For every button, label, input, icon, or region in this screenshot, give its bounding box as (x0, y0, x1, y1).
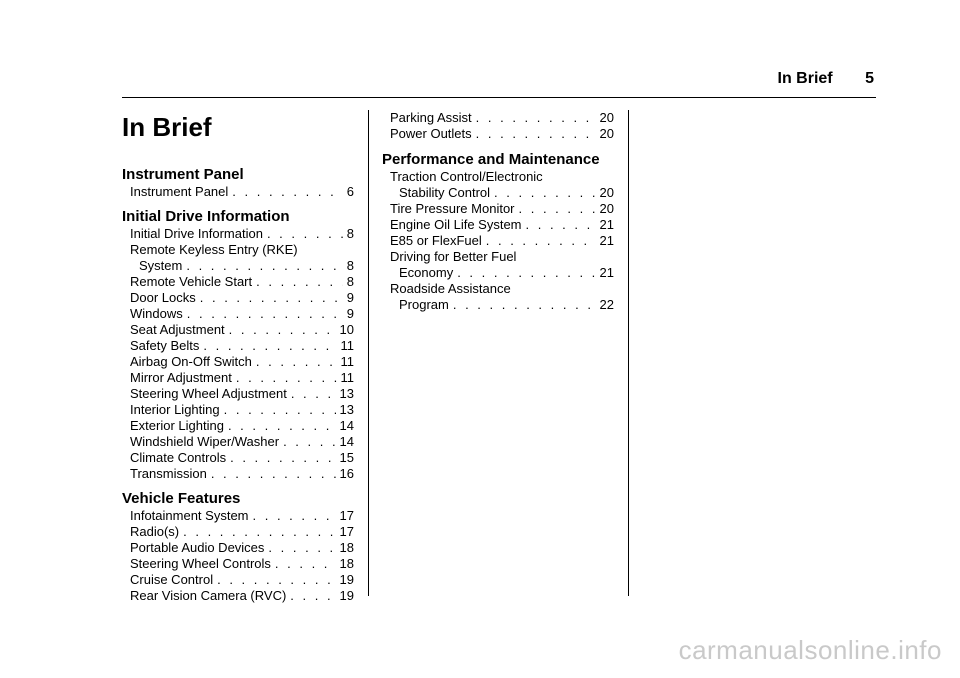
dot-leader (224, 402, 336, 418)
toc-entry-tire-pressure-monitor[interactable] (390, 201, 614, 217)
toc-entry-page: 10 (339, 322, 354, 337)
dot-leader (526, 217, 596, 233)
running-header (620, 70, 874, 88)
toc-left-column (122, 110, 354, 604)
toc-entry-page: 9 (346, 290, 354, 305)
section-heading[interactable]: Vehicle Features (122, 490, 241, 507)
dot-leader (236, 370, 337, 386)
toc-entry-airbag-on-off-switch[interactable] (130, 354, 354, 370)
toc-entry-parking-assist[interactable] (390, 110, 614, 126)
toc-entry-text-continued: System (139, 258, 183, 273)
toc-entry-remote-keyless-entry-rke[interactable] (130, 242, 354, 274)
dot-leader (268, 540, 335, 556)
toc-entry-page: 17 (339, 524, 354, 539)
toc-entry-page: 21 (599, 233, 614, 248)
dot-leader (275, 556, 336, 572)
toc-entry-page: 20 (599, 110, 614, 125)
toc-entry-page: 20 (599, 185, 614, 200)
toc-entry-page: 18 (339, 556, 354, 571)
toc-entry-text: Mirror Adjustment (130, 370, 232, 385)
toc-entry-text: Initial Drive Information (130, 226, 263, 241)
dot-leader (519, 201, 596, 217)
toc-entry-text: Infotainment System (130, 508, 249, 523)
column-divider-2 (628, 110, 629, 596)
toc-entry-page: 11 (340, 370, 354, 385)
dot-leader (494, 185, 595, 201)
dot-leader (217, 572, 335, 588)
toc-entry-page: 18 (339, 540, 354, 555)
toc-entry-page: 14 (339, 434, 354, 449)
toc-entry-page: 21 (599, 265, 614, 280)
watermark: carmanualsonline.info (678, 635, 942, 665)
toc-entry-text: Roadside Assistance (390, 281, 511, 296)
toc-entry-radio-s[interactable] (130, 524, 354, 540)
toc-entry-remote-vehicle-start[interactable] (130, 274, 354, 290)
toc-entry-page: 9 (346, 306, 354, 321)
dot-leader (186, 258, 342, 274)
toc-entry-text: Steering Wheel Adjustment (130, 386, 287, 401)
dot-leader (290, 588, 335, 604)
toc-entry-text: Traction Control/Electronic (390, 169, 543, 184)
toc-section-instrument-panel (122, 166, 354, 200)
toc-entry-windshield-wiper-washer[interactable] (130, 434, 354, 450)
toc-entry-text-continued: Program (399, 297, 449, 312)
dot-leader (457, 265, 595, 281)
dot-leader (476, 126, 596, 142)
toc-entry-page: 16 (339, 466, 354, 481)
toc-section-performance-and-maintenance (382, 151, 614, 313)
toc-entry-page: 22 (599, 297, 614, 312)
toc-entry-transmission[interactable] (130, 466, 354, 482)
toc-entry-steering-wheel-adjustment[interactable] (130, 386, 354, 402)
toc-entry-page: 13 (339, 402, 354, 417)
toc-entry-page: 15 (339, 450, 354, 465)
toc-entry-text: Remote Vehicle Start (130, 274, 253, 289)
dot-leader (211, 466, 336, 482)
toc-entry-power-outlets[interactable] (390, 126, 614, 142)
toc-entry-page: 19 (339, 588, 354, 603)
toc-entry-windows[interactable] (130, 306, 354, 322)
toc-entry-page: 8 (346, 226, 354, 241)
section-heading[interactable]: Performance and Maintenance (382, 151, 600, 168)
toc-entry-text: Cruise Control (130, 572, 214, 587)
toc-entry-text: Parking Assist (390, 110, 472, 125)
toc-entry-engine-oil-life-system[interactable] (390, 217, 614, 233)
toc-entry-text: Tire Pressure Monitor (390, 201, 515, 216)
toc-entry-text: Driving for Better Fuel (390, 249, 517, 264)
toc-entry-text: Engine Oil Life System (390, 217, 522, 232)
dot-leader (256, 274, 343, 290)
toc-entry-mirror-adjustment[interactable] (130, 370, 354, 386)
toc-entry-text: Windows (130, 306, 183, 321)
section-heading[interactable]: Instrument Panel (122, 166, 244, 183)
toc-entry-text: Windshield Wiper/Washer (130, 434, 280, 449)
toc-entry-safety-belts[interactable] (130, 338, 354, 354)
toc-entry-portable-audio-devices[interactable] (130, 540, 354, 556)
dot-leader (229, 322, 336, 338)
toc-entry-e85-or-flexfuel[interactable] (390, 233, 614, 249)
toc-section-vehicle-features (122, 490, 354, 604)
toc-entry-traction-control-electronic[interactable] (390, 169, 614, 201)
section-heading[interactable]: Initial Drive Information (122, 208, 290, 225)
toc-entry-text-continued: Economy (399, 265, 454, 280)
toc-entry-climate-controls[interactable] (130, 450, 354, 466)
toc-entry-page: 11 (340, 354, 354, 369)
toc-entry-page: 19 (339, 572, 354, 587)
toc-entry-page: 20 (599, 126, 614, 141)
toc-entry-page: 21 (599, 217, 614, 232)
toc-entry-text: Exterior Lighting (130, 418, 224, 433)
dot-leader (183, 524, 335, 540)
toc-entry-roadside-assistance[interactable] (390, 281, 614, 313)
toc-entry-text: Airbag On-Off Switch (130, 354, 252, 369)
dot-leader (187, 306, 343, 322)
dot-leader (230, 450, 335, 466)
running-header-title: In Brief (777, 70, 833, 87)
toc-section-initial-drive-information (122, 208, 354, 482)
toc-entry-text: Radio(s) (130, 524, 180, 539)
header-rule (122, 97, 876, 98)
toc-entry-driving-for-better-fuel[interactable] (390, 249, 614, 281)
toc-entry-page: 14 (339, 418, 354, 433)
page-number: 5 (865, 70, 874, 87)
toc-right-column (382, 110, 614, 313)
toc-entry-text: Seat Adjustment (130, 322, 225, 337)
dot-leader (486, 233, 596, 249)
toc-entry-text: Power Outlets (390, 126, 472, 141)
dot-leader (283, 434, 335, 450)
dot-leader (253, 508, 336, 524)
toc-entry-instrument-panel[interactable] (130, 184, 354, 200)
toc-entry-infotainment-system[interactable] (130, 508, 354, 524)
dot-leader (256, 354, 337, 370)
toc-entry-page: 17 (339, 508, 354, 523)
toc-entry-text: Interior Lighting (130, 402, 220, 417)
toc-entry-page: 20 (599, 201, 614, 216)
toc-entry-text: Safety Belts (130, 338, 200, 353)
toc-entry-page: 8 (346, 258, 354, 273)
toc-entry-text: Remote Keyless Entry (RKE) (130, 242, 298, 257)
toc-entry-text: E85 or FlexFuel (390, 233, 482, 248)
toc-entry-exterior-lighting[interactable] (130, 418, 354, 434)
toc-entry-cruise-control[interactable] (130, 572, 354, 588)
toc-entry-text: Portable Audio Devices (130, 540, 265, 555)
toc-entry-page: 11 (340, 338, 354, 353)
toc-entry-rear-vision-camera-rvc[interactable] (130, 588, 354, 604)
toc-entry-text: Door Locks (130, 290, 196, 305)
toc-entry-text: Rear Vision Camera (RVC) (130, 588, 287, 603)
dot-leader (291, 386, 336, 402)
toc-entry-seat-adjustment[interactable] (130, 322, 354, 338)
dot-leader (453, 297, 596, 313)
toc-entry-text: Transmission (130, 466, 207, 481)
toc-entry-page: 13 (339, 386, 354, 401)
toc-entry-text: Instrument Panel (130, 184, 229, 199)
toc-entry-page: 6 (346, 184, 354, 199)
toc-entry-door-locks[interactable] (130, 290, 354, 306)
toc-entry-text: Steering Wheel Controls (130, 556, 271, 571)
toc-entry-text: Climate Controls (130, 450, 227, 465)
dot-leader (476, 110, 596, 126)
dot-leader (232, 184, 342, 200)
toc-entry-steering-wheel-controls[interactable] (130, 556, 354, 572)
dot-leader (200, 290, 343, 306)
toc-entry-text-continued: Stability Control (399, 185, 491, 200)
toc-entry-page: 8 (346, 274, 354, 289)
chapter-title: In Brief (122, 112, 212, 142)
toc-entry-initial-drive-information[interactable] (130, 226, 354, 242)
column-divider-1 (368, 110, 369, 596)
dot-leader (203, 338, 336, 354)
toc-entry-interior-lighting[interactable] (130, 402, 354, 418)
dot-leader (228, 418, 336, 434)
dot-leader (267, 226, 343, 242)
